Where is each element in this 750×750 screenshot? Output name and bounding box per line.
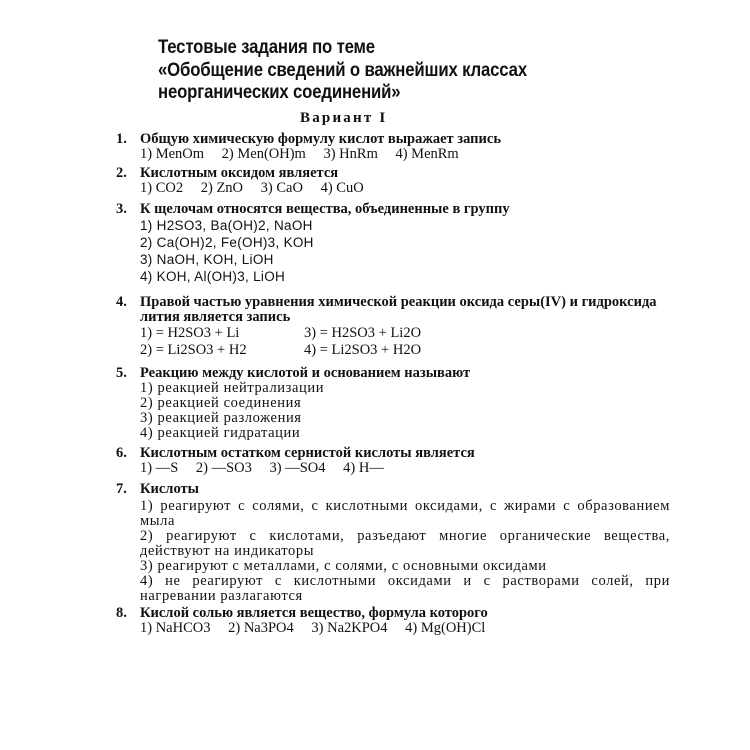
question-7: [116, 482, 676, 604]
answer-option: 4) не реагируют с кислотными оксидами и с растворами солей, при нагревании разлагаются: [140, 573, 670, 604]
question-number: 6.: [116, 445, 127, 461]
answer-option: 1) H2SO3, Ba(OH)2, NaOH: [140, 218, 313, 233]
answer-options: [140, 325, 676, 359]
question-text: Общую химическую формулу кислот выражает запись: [140, 131, 501, 147]
answer-option: 2) реакцией соединения: [140, 395, 302, 411]
answer-option: 2) = Li2SO3 + H2: [140, 342, 247, 358]
question-number: 8.: [116, 605, 127, 621]
question-4: [116, 295, 676, 359]
answer-option: 4) Mg(OH)Cl: [405, 620, 486, 636]
answer-option: 1) реакцией нейтрализации: [140, 380, 325, 396]
answer-option: 4) реакцией гидратации: [140, 425, 301, 441]
answer-options: [140, 621, 676, 636]
answer-option: 1) реагируют с солями, с кислотными оксидами, с жирами с образованием мыла: [140, 498, 670, 529]
answer-option: 3) HnRm: [323, 146, 378, 162]
answer-option: 4) CuO: [320, 180, 364, 196]
question-text: Кислоты: [140, 481, 199, 497]
question-1: [116, 132, 676, 162]
answer-option: 2) Men(OH)m: [221, 146, 306, 162]
answer-option: 3) NaOH, KOH, LiOH: [140, 252, 274, 267]
answer-option: 3) реакцией разложения: [140, 410, 302, 426]
answer-option: 4) MenRm: [395, 146, 459, 162]
question-text: Кислотным оксидом является: [140, 165, 339, 181]
answer-option: 2) реагируют с кислотами, разъедают многие органические вещества, действуют на индикаторы: [140, 528, 670, 559]
question-text: Кислой солью является вещество, формула которого: [140, 605, 488, 621]
question-2: [116, 166, 676, 196]
answer-option: 3) —SO4: [269, 460, 326, 476]
question-number: 5.: [116, 365, 127, 381]
answer-option: 3) Na2KPO4: [311, 620, 388, 636]
answer-option: 1) NaHCO3: [140, 620, 211, 636]
answer-option: 4) H—: [343, 460, 384, 476]
answer-options: [140, 147, 676, 162]
answer-option: 2) Na3PO4: [228, 620, 294, 636]
question-text: Реакцию между кислотой и основанием называют: [140, 365, 471, 381]
answer-option: 2) ZnO: [200, 180, 244, 196]
answer-options: [140, 461, 676, 476]
question-6: [116, 446, 676, 476]
answer-option: 1) —S: [140, 460, 179, 476]
title-line-3: неорганических соединений»: [158, 81, 401, 103]
question-number: 2.: [116, 165, 127, 181]
answer-option: 1) = H2SO3 + Li: [140, 325, 240, 341]
question-number: 3.: [116, 201, 127, 217]
answer-option: 2) —SO3: [195, 460, 252, 476]
question-number: 7.: [116, 481, 127, 497]
question-text: К щелочам относятся вещества, объединенные в группу: [140, 201, 510, 217]
question-text: Правой частью уравнения химической реакции оксида серы(IV) и гидроксида лития является запись: [140, 294, 657, 325]
answer-option: 3) реагируют с металлами, с солями, с основными оксидами: [140, 558, 547, 574]
answer-options: [140, 381, 676, 441]
title-line-2: «Обобщение сведений о важнейших классах: [158, 58, 527, 81]
answer-options: [140, 217, 676, 285]
variant-heading: Вариант I: [300, 110, 388, 126]
answer-option: 3) CaO: [260, 180, 303, 196]
question-3: [116, 202, 676, 285]
answer-option: 4) KOH, Al(OH)3, LiOH: [140, 269, 286, 284]
title-line-1: Тестовые задания по теме: [158, 36, 375, 58]
worksheet-title: [158, 36, 554, 104]
question-text: Кислотным остатком сернистой кислоты является: [140, 445, 475, 461]
answer-option: 1) CO2: [140, 180, 184, 196]
answer-option: 2) Ca(OH)2, Fe(OH)3, KOH: [140, 235, 314, 250]
answer-option: 1) MenOm: [140, 146, 205, 162]
question-5: [116, 366, 676, 441]
question-8: [116, 606, 676, 636]
answer-option: 3) = H2SO3 + Li2O: [304, 325, 422, 341]
answer-options: [140, 499, 670, 604]
question-number: 4.: [116, 294, 127, 310]
answer-options: [140, 181, 676, 196]
answer-option: 4) = Li2SO3 + H2O: [304, 342, 422, 358]
question-number: 1.: [116, 131, 127, 147]
